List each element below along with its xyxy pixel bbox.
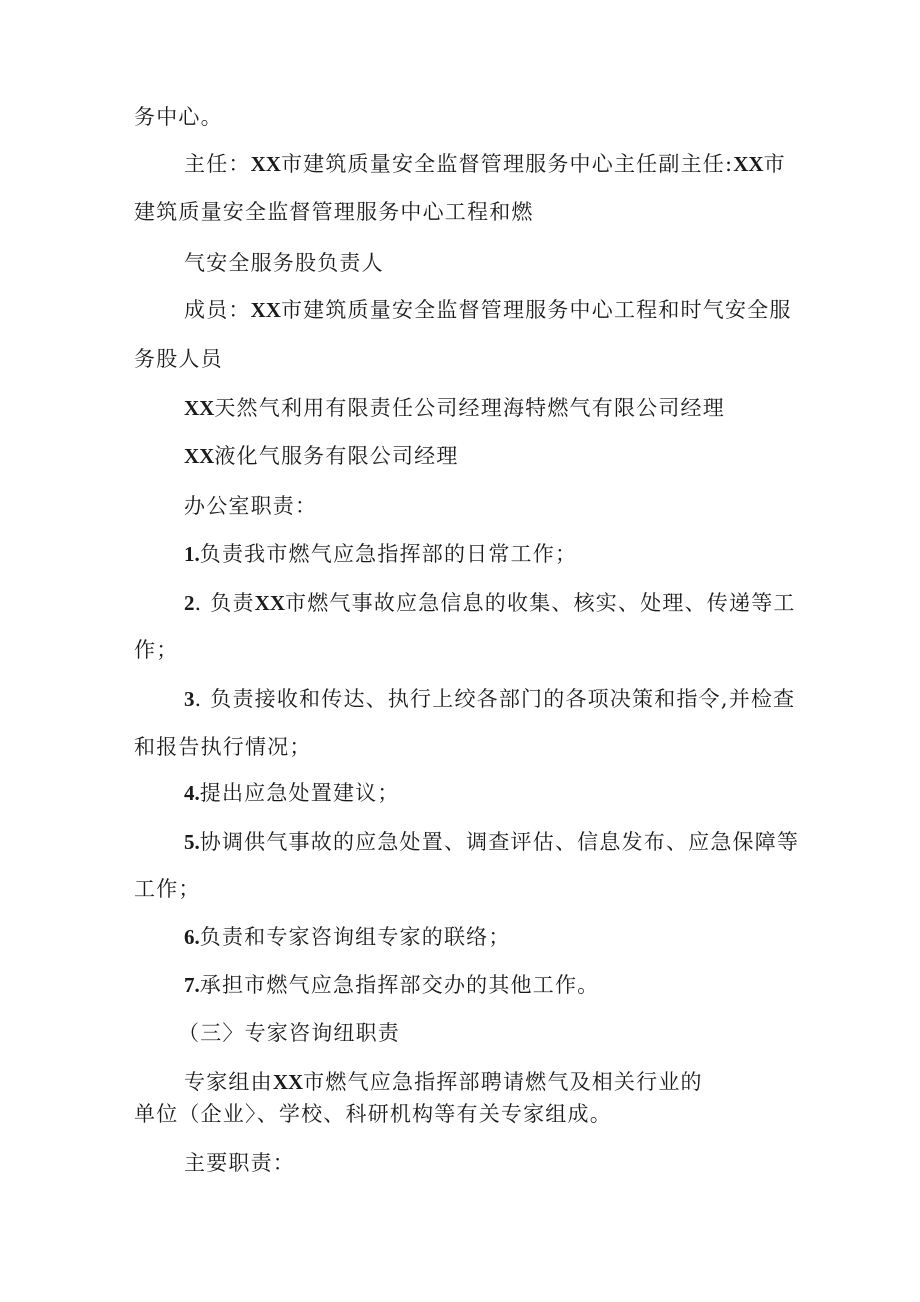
item-text: . 负责 — [194, 591, 255, 615]
expert-group-line-cont — [134, 1101, 612, 1127]
duty-item-3 — [184, 686, 795, 712]
placeholder-xx: XX — [733, 152, 764, 176]
duty-item-6 — [184, 924, 511, 950]
director-line — [184, 151, 786, 177]
placeholder-xx: XX — [272, 1070, 304, 1094]
deputy-line-cont — [184, 250, 384, 276]
duty-item-4 — [184, 780, 400, 806]
item-text: 负责我市燃气应急指挥部的日常工作； — [199, 542, 578, 566]
expert-text: 单位（企业〉、学校、科研机构等有关专家组成。 — [134, 1102, 612, 1126]
item-number: 3 — [184, 687, 195, 711]
heading-text: 主要职责： — [184, 1151, 295, 1175]
deputy-text: 市 — [763, 152, 786, 176]
duty-item-2 — [184, 590, 796, 616]
item-number: 7. — [184, 973, 200, 997]
item-number: 2 — [184, 591, 195, 615]
item-text: 市燃气事故应急信息的收集、核实、处理、传递等工 — [285, 591, 796, 615]
duty-item-2-cont — [134, 637, 178, 663]
expert-text: 专家组由 — [184, 1070, 273, 1094]
item-text: 工作； — [134, 877, 201, 901]
director-label: 主任： — [184, 152, 251, 176]
members-text: 务股人员 — [134, 347, 223, 371]
text-line-continuation — [134, 104, 223, 130]
duty-item-3-cont — [134, 734, 312, 760]
lpg-company-text: 液化气服务有限公司经理 — [214, 444, 459, 468]
text-fragment: 务中心。 — [134, 105, 223, 129]
item-text: 承担市燃气应急指挥部交办的其他工作。 — [199, 973, 600, 997]
lpg-company-line — [184, 443, 459, 469]
gas-company-text: 天然气利用有限责任公司经理海特燃气有限公司经理 — [214, 396, 725, 420]
item-text: . 负责接收和传达、执行上绞各部门的各项决策和指令,并检查 — [194, 687, 796, 711]
members-label: 成员： — [184, 298, 251, 322]
item-text: 协调供气事故的应急处置、调查评估、信息发布、应急保障等 — [199, 830, 800, 854]
duty-item-7 — [184, 972, 599, 998]
gas-company-line — [184, 395, 725, 421]
duty-item-1 — [184, 541, 577, 567]
placeholder-xx: XX — [250, 298, 281, 322]
heading-text: 办公室职责： — [184, 494, 318, 518]
placeholder-xx: XX — [184, 444, 215, 468]
deputy-text: 气安全服务股负责人 — [184, 251, 384, 275]
duty-item-5 — [184, 829, 799, 855]
placeholder-xx: XX — [250, 152, 281, 176]
item-text: 提出应急处置建议； — [199, 781, 400, 805]
expert-group-line — [184, 1069, 703, 1095]
deputy-text: 建筑质量安全监督管理服务中心工程和燃 — [134, 200, 534, 224]
members-line-cont — [134, 346, 223, 372]
duty-item-5-cont — [134, 876, 201, 902]
placeholder-xx: XX — [254, 591, 285, 615]
item-number: 1. — [184, 542, 200, 566]
section-heading — [178, 1020, 400, 1046]
item-text: 作； — [134, 638, 179, 662]
item-text: 和报告执行情况； — [134, 735, 312, 759]
deputy-line — [134, 199, 534, 225]
item-number: 6. — [184, 925, 200, 949]
placeholder-xx: XX — [184, 396, 215, 420]
members-text: 市建筑质量安全监督管理服务中心工程和时气安全服 — [280, 298, 792, 322]
main-duties-heading — [184, 1150, 295, 1176]
item-text: 负责和专家咨询组专家的联络； — [199, 925, 511, 949]
members-line — [184, 297, 792, 323]
item-number: 5. — [184, 830, 200, 854]
heading-text: （三〉专家咨询纽职责 — [178, 1021, 400, 1045]
expert-text: 市燃气应急指挥部聘请燃气及相关行业的 — [303, 1070, 703, 1094]
office-duties-heading — [184, 493, 317, 519]
item-number: 4. — [184, 781, 200, 805]
director-text: 市建筑质量安全监督管理服务中心主任副主任: — [280, 152, 734, 176]
